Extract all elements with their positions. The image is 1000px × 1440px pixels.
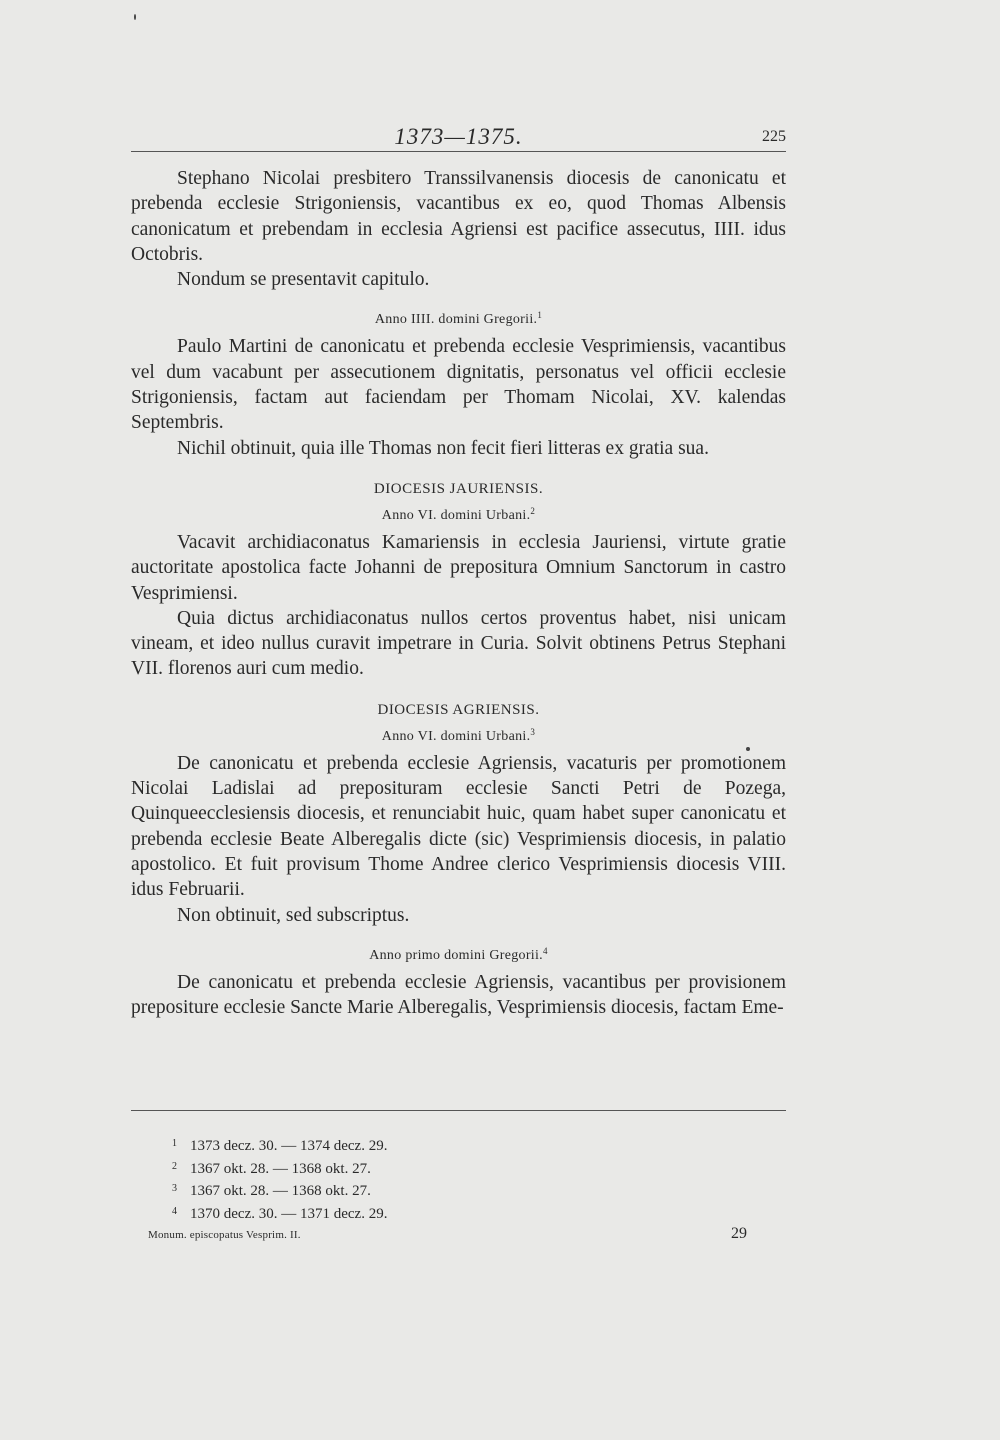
block-text: Stephano Nicolai presbitero Transsilvanensis diocesis de canonicatu et prebenda ecclesie Strigoniensis, vacantibus ex eo, quod Thomas Albensis canonicatum et prebendam in ecclesia Agriensi est pacifice assecutus, IIII. idus Octobris. <box>131 168 786 265</box>
block-text: Non obtinuit, sed subscriptus. <box>177 904 410 926</box>
block-text: Paulo Martini de canonicatu et prebenda ecclesie Vesprimiensis, vacantibus vel dum vacabunt per assecutionem dignitatis, personatus vel officii ecclesie Strigoniensis, factam aut faciendam per Thomam Nicolai, XV. kalendas Septembris. <box>131 336 786 434</box>
block-text: Quia dictus archidiaconatus nullos certos proventus habet, nisi unicam vineam, et ideo nullus curavit impetrare in Curia. Solvit obtinens Petrus Stephani VII. florenos auri cum medio. <box>131 607 786 680</box>
footnote-mark: 3 <box>172 1183 177 1194</box>
footnote-reference: 2 <box>530 505 536 516</box>
paragraph <box>131 606 786 682</box>
page-number: 225 <box>762 128 786 145</box>
block-text: Anno VI. domini Urbani. <box>381 728 531 744</box>
footnote-mark: 1 <box>172 1138 177 1149</box>
page-speck <box>134 14 136 20</box>
footnotes <box>172 1134 387 1224</box>
block-text: Nondum se presentavit capitulo. <box>177 269 430 291</box>
footnote-reference: 4 <box>542 945 548 956</box>
footnote-rule <box>131 1110 786 1111</box>
footnote-reference: 1 <box>537 310 543 321</box>
paragraph <box>131 334 786 435</box>
main-text <box>131 166 786 1020</box>
diocese-heading <box>131 481 786 498</box>
paragraph <box>131 436 786 461</box>
footnote-mark: 4 <box>172 1205 177 1217</box>
paragraph <box>131 970 786 1021</box>
footnote <box>172 1134 387 1157</box>
footnote <box>172 1157 387 1180</box>
footnote-mark: 2 <box>172 1160 177 1172</box>
block-text: Anno IIII. domini Gregorii. <box>374 312 538 328</box>
signature-line: Monum. episcopatus Vesprim. II. <box>148 1229 301 1241</box>
running-header-years: 1373—1375. <box>394 124 523 149</box>
year-heading <box>131 506 786 524</box>
year-heading <box>131 310 786 328</box>
paragraph <box>131 903 786 928</box>
year-heading <box>131 727 786 745</box>
sheet-number: 29 <box>731 1225 747 1242</box>
footnote <box>172 1179 387 1202</box>
paragraph <box>131 166 786 267</box>
year-heading <box>131 946 786 964</box>
paragraph <box>131 267 786 292</box>
block-text: DIOCESIS JAURIENSIS. <box>373 480 544 497</box>
footnote <box>172 1202 387 1225</box>
footnote-text: 1367 okt. 28. — 1368 okt. 27. <box>190 1183 371 1199</box>
paragraph <box>131 751 786 903</box>
block-text: Nichil obtinuit, quia ille Thomas non fecit fieri litteras ex gratia sua. <box>177 437 709 459</box>
header-rule <box>131 151 786 152</box>
running-header <box>131 118 786 154</box>
diocese-heading <box>131 702 786 719</box>
block-text: De canonicatu et prebenda ecclesie Agriensis, vacantibus per provisionem prepositure ecclesie Sancte Marie Alberegalis, Vesprimiensis diocesis, factam Eme- <box>131 971 786 1019</box>
footnote-text: 1367 okt. 28. — 1368 okt. 27. <box>190 1160 371 1177</box>
paragraph <box>131 530 786 606</box>
block-text: Anno primo domini Gregorii. <box>369 947 543 963</box>
footnote-reference: 3 <box>530 726 536 737</box>
footnote-text: 1373 decz. 30. — 1374 decz. 29. <box>190 1138 388 1154</box>
footnote-text: 1370 decz. 30. — 1371 decz. 29. <box>190 1205 388 1222</box>
block-text: Anno VI. domini Urbani. <box>381 507 531 523</box>
block-text: DIOCESIS AGRIENSIS. <box>377 701 540 718</box>
block-text: Vacavit archidiaconatus Kamariensis in ecclesia Jauriensi, virtute gratie auctoritate apostolica facte Johanni de prepositura Omnium Sanctorum in castro Vesprimiensi. <box>131 531 786 604</box>
block-text: De canonicatu et prebenda ecclesie Agriensis, vacaturis per promotionem Nicolai Ladislai ad preposituram ecclesie Sancti Petri de Pozega, Quinqueecclesiensis diocesis, et renunciabit huic, quam habet super canonicatu et prebenda ecclesie Beate Alberegalis dicte (sic) Vesprimiensis diocesis, in palatio apostolico. Et fuit provisum Thome Andree clerico Vesprimiensis diocesis VIII. idus Februarii. <box>131 752 786 901</box>
